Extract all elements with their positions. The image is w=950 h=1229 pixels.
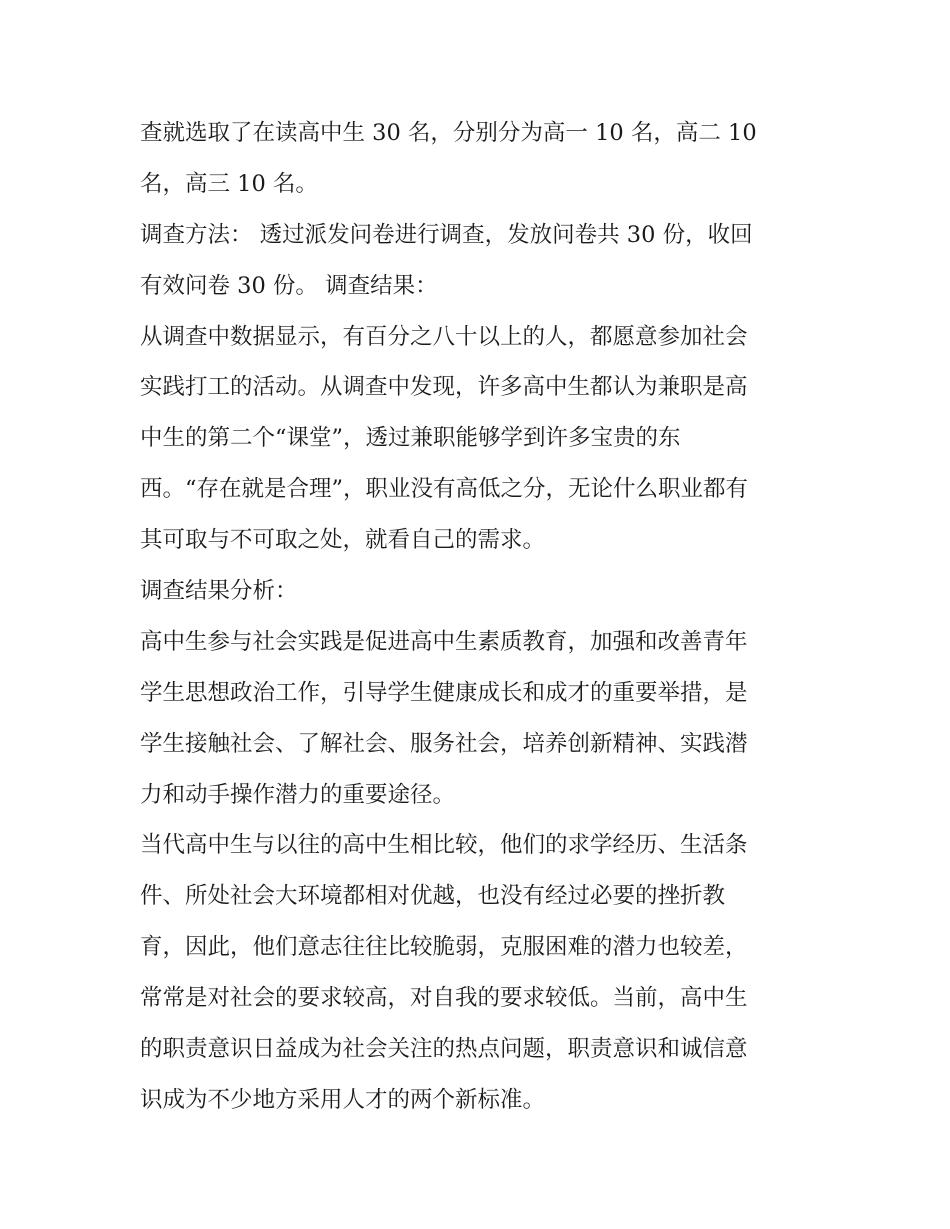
text-line-8: 西。“存在就是合理”，职业没有高低之分，无论什么职业都有 (140, 476, 749, 503)
text-line-4: 有效问卷 30 份。 调查结果： (140, 272, 438, 299)
text-line-6: 实践打工的活动。从调查中发现，许多高中生都认为兼职是高 (140, 374, 748, 401)
section-heading-analysis: 调查结果分析： (140, 578, 298, 605)
text-line-12: 学生思想政治工作，引导学生健康成长和成才的重要举措，是 (140, 679, 748, 706)
text-line-13: 学生接触社会、了解社会、服务社会，培养创新精神、实践潜 (140, 730, 748, 757)
text-line-19: 的职责意识日益成为社会关注的热点问题，职责意识和诚信意 (140, 1036, 748, 1063)
text-line-1: 查就选取了在读高中生 30 名，分别分为高一 10 名，高二 10 (140, 120, 757, 146)
body-text (140, 108, 815, 1126)
text-line-16: 件、所处社会大环境都相对优越，也没有经过必要的挫折教 (140, 883, 726, 910)
text-line-18: 常常是对社会的要求较高，对自我的要求较低。当前，高中生 (140, 985, 748, 1012)
text-line-15: 当代高中生与以往的高中生相比较，他们的求学经历、生活条 (140, 832, 748, 859)
text-line-20: 识成为不少地方采用人才的两个新标准。 (140, 1086, 546, 1113)
text-line-3: 调查方法： 透过派发问卷进行调查，发放问卷共 30 份，收回 (140, 221, 753, 248)
text-line-14: 力和动手操作潜力的重要途径。 (140, 781, 456, 808)
text-line-7: 中生的第二个“课堂”，透过兼职能够学到许多宝贵的东 (140, 425, 681, 452)
text-line-11: 高中生参与社会实践是促进高中生素质教育，加强和改善青年 (140, 628, 748, 655)
text-line-5: 从调查中数据显示，有百分之八十以上的人，都愿意参加社会 (140, 323, 748, 350)
text-line-9: 其可取与不可取之处，就看自己的需求。 (140, 527, 546, 554)
text-line-17: 育，因此，他们意志往往比较脆弱，克服困难的潜力也较差， (140, 934, 748, 961)
text-line-2: 名，高三 10 名。 (140, 170, 318, 197)
